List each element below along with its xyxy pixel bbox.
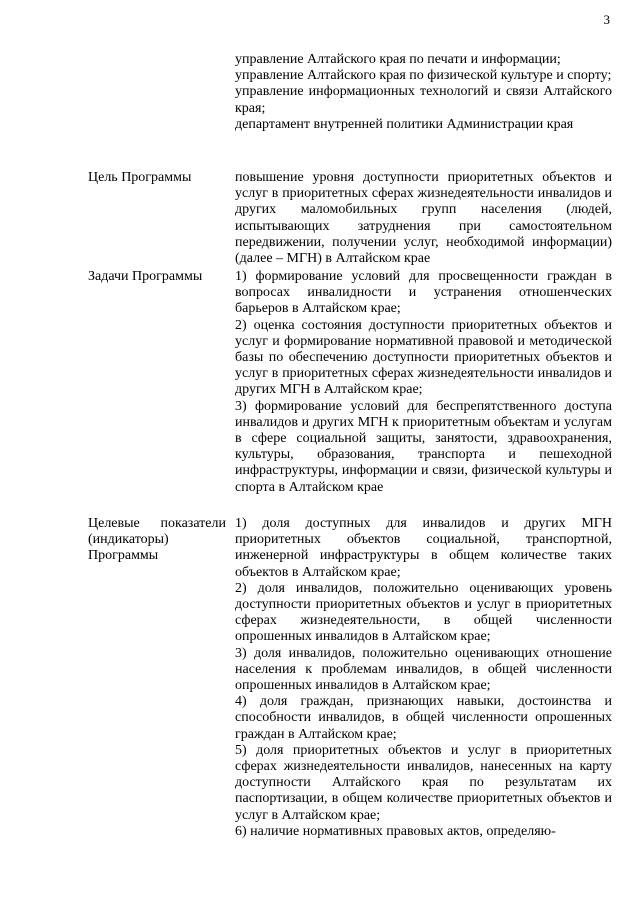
row-goal-content <box>235 170 612 267</box>
content-paragraph: управление Алтайского края по физической культуре и спорту; <box>235 68 612 84</box>
page-number: 3 <box>603 12 610 27</box>
content-paragraph: 1) доля доступных для инвалидов и других МГН приоритетных объектов социальной, транспортной, инженерной инфраструктуры в общем количестве таких объектов в Алтайском крае; <box>235 516 612 580</box>
row-label-goal: Цель Программы <box>88 170 192 185</box>
content-paragraph: департамент внутренней политики Администрации края <box>235 116 574 132</box>
content-paragraph: повышение уровня доступности приоритетных объектов и услуг в приоритетных сферах жизнедеятельности инвалидов и других маломобильных групп населения (людей, испытывающих затруднения при самостоятельном передвижении, получении услуг, необходимой информации) (далее – МГН) в Алтайском крае <box>235 170 612 267</box>
content-paragraph: 1) формирование условий для просвещенности граждан в вопросах инвалидности и устранения отношенческих барьеров в Алтайском крае; <box>235 269 612 317</box>
row-label-indicators: Целевые показатели (индикаторы) Программы <box>88 516 226 564</box>
content-paragraph: 2) оценка состояния доступности приоритетных объектов и услуг и формирование нормативной правовой и методической базы по обеспечению доступности приоритетных объектов и услуг в приоритетных сферах жизнедеятельности инвалидов и других МГН в Алтайском крае; <box>235 317 612 398</box>
content-paragraph: 3) доля инвалидов, положительно оценивающих отношение населения к проблемам инвалидов, в общей численности опрошенных инвалидов в Алтайском крае; <box>235 645 612 694</box>
content-paragraph: 5) доля приоритетных объектов и услуг в приоритетных сферах жизнедеятельности инвалидов, нанесенных на карту доступности Алтайского края по результатам их паспортизации, в общем количестве приоритетных объектов и услуг в Алтайском крае; <box>235 742 612 823</box>
row-executors-content <box>235 52 612 133</box>
content-paragraph: 6) наличие нормативных правовых актов, определяю- <box>235 823 556 839</box>
content-paragraph: 3) формирование условий для беспрепятственного доступа инвалидов и других МГН к приоритетным объектам и услугам в сфере социальной защиты, занятости, здравоохранения, культуры, образования, транспорта и пешеходной инфраструктуры, информации и связи, физической культуры и спорта в Алтайском крае <box>235 398 612 495</box>
content-paragraph: управление информационных технологий и связи Алтайского края; <box>235 84 612 116</box>
row-tasks-content <box>235 269 612 496</box>
content-paragraph: 4) доля граждан, признающих навыки, достоинства и способности инвалидов, в общей численности опрошенных граждан в Алтайском крае; <box>235 694 612 742</box>
row-label-tasks: Задачи Программы <box>88 269 203 284</box>
content-paragraph: управление Алтайского края по печати и информации; <box>235 52 561 67</box>
content-paragraph: 2) доля инвалидов, положительно оценивающих уровень доступности приоритетных объектов и услуг в приоритетных сферах жизнедеятельности, в общей численности опрошенных инвалидов в Алтайском крае; <box>235 580 612 645</box>
row-indicators-content <box>235 516 612 840</box>
